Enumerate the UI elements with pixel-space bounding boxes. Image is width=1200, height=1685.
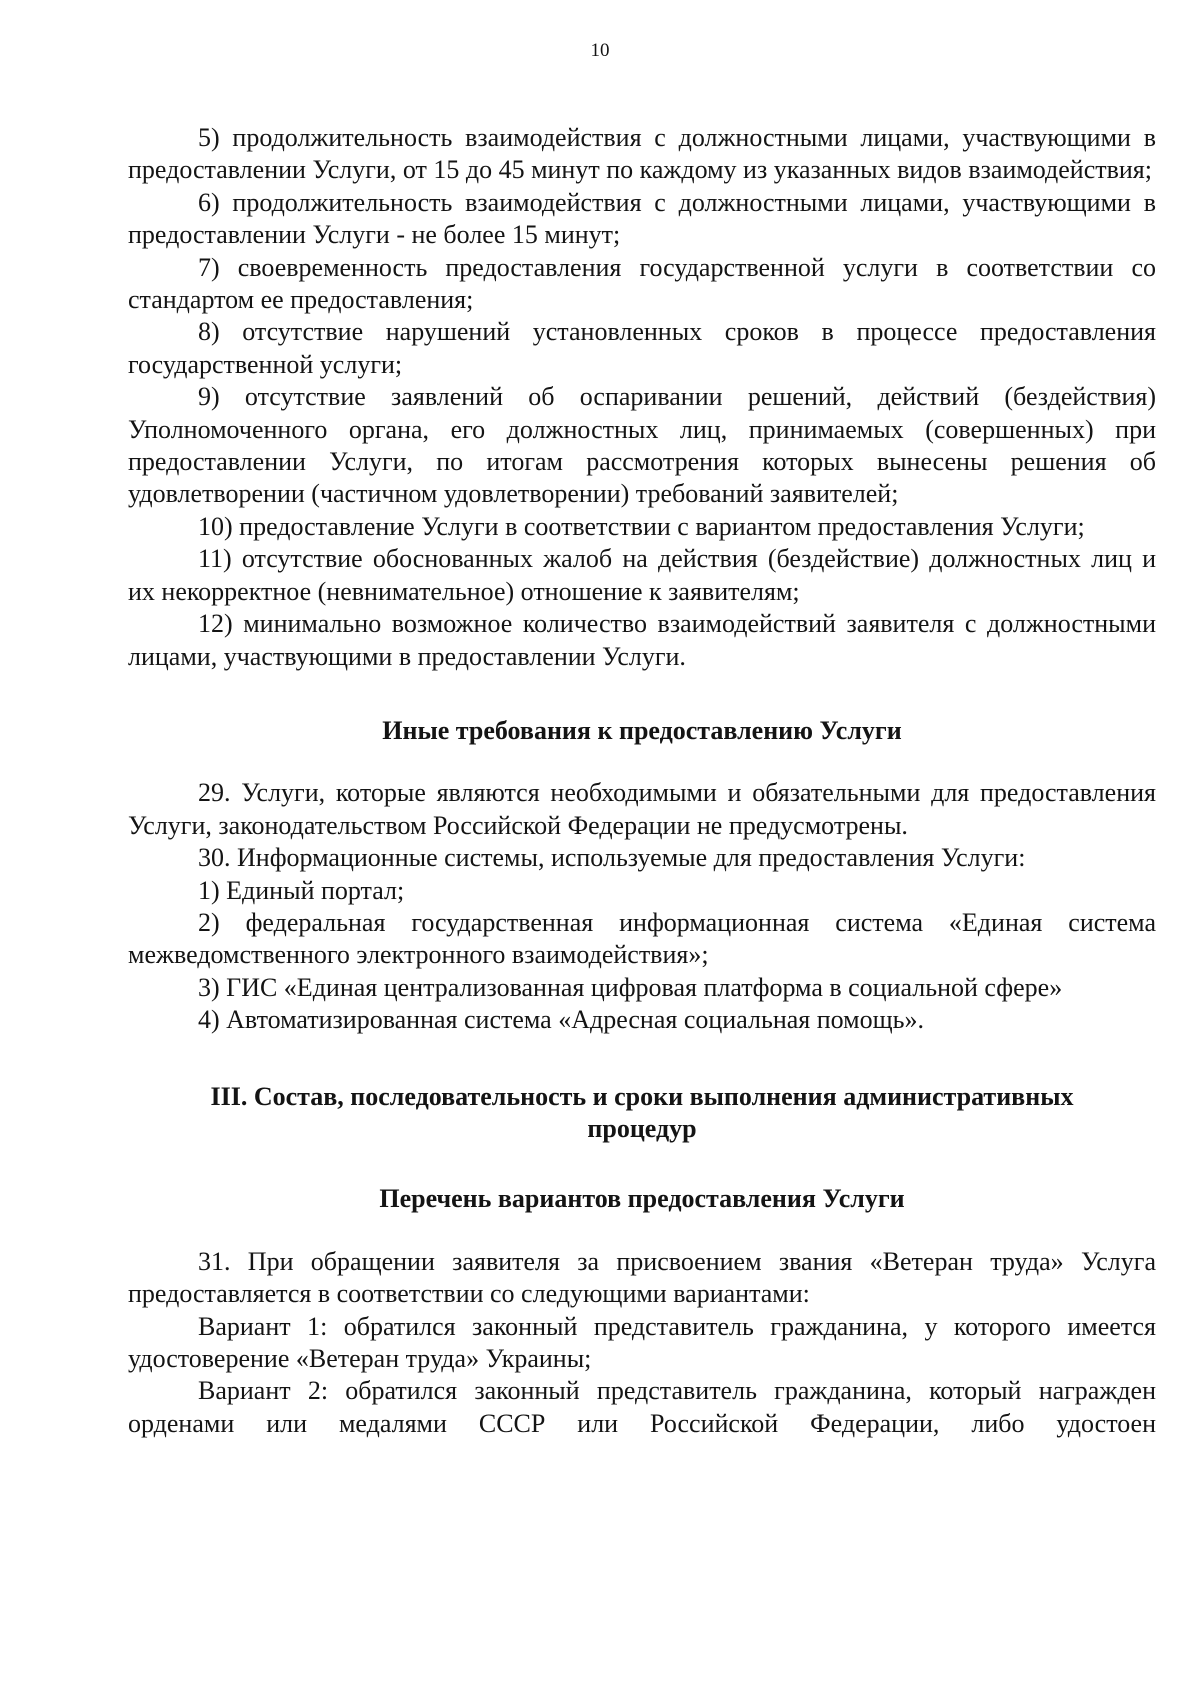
document-body <box>128 122 1156 1440</box>
list-item-6: 6) продолжительность взаимодействия с должностными лицами, участвующими в предоставлении Услуги - не более 15 минут; <box>128 187 1156 250</box>
list-item-7: 7) своевременность предоставления государственной услуги в соответствии со стандартом ее предоставления; <box>128 252 1156 315</box>
system-item-1: 1) Единый портал; <box>198 875 405 905</box>
list-item-8: 8) отсутствие нарушений установленных сроков в процессе предоставления государственной услуги; <box>128 317 1156 379</box>
variant-1: Вариант 1: обратился законный представитель гражданина, у которого имеется удостоверение «Ветеран труда» Украины; <box>128 1311 1156 1373</box>
list-item-10: 10) предоставление Услуги в соответствии с вариантом предоставления Услуги; <box>198 511 1085 541</box>
system-item-4: 4) Автоматизированная система «Адресная социальная помощь». <box>198 1005 924 1035</box>
section-heading-iii <box>128 1081 1156 1146</box>
list-item-9: 9) отсутствие заявлений об оспаривании решений, действий (бездействия) Уполномоченного органа, его должностных лиц, принимаемых (совершенных) при предоставлении Услуги, по итогам рассмотрения которых вынесены решения об удовлетворении (частичном удовлетворении) требований заявителей; <box>128 382 1156 509</box>
paragraph-31: 31. При обращении заявителя за присвоением звания «Ветеран труда» Услуга предоставляется в соответствии со следующими вариантами: <box>128 1246 1156 1309</box>
paragraph-29: 29. Услуги, которые являются необходимыми и обязательными для предоставления Услуги, законодательством Российской Федерации не предусмотрены. <box>128 778 1156 840</box>
section-heading-other-requirements: Иные требования к предоставлению Услуги <box>382 715 902 745</box>
system-item-3: 3) ГИС «Единая централизованная цифровая платформа в социальной сфере» <box>198 972 1063 1002</box>
section-heading-iii-line2: процедур <box>587 1113 697 1143</box>
section-heading-iii-line1: III. Состав, последовательность и сроки выполнения административных <box>210 1081 1074 1111</box>
list-item-11: 11) отсутствие обоснованных жалоб на действия (бездействие) должностных лиц и их некорректное (невнимательное) отношение к заявителям; <box>128 544 1156 606</box>
list-item-5: 5) продолжительность взаимодействия с должностными лицами, участвующими в предоставлении Услуги, от 15 до 45 минут по каждому из указанных видов взаимодействия; <box>128 123 1156 185</box>
paragraph-30: 30. Информационные системы, используемые для предоставления Услуги: <box>198 843 1026 873</box>
page-number: 10 <box>590 40 610 61</box>
list-item-12: 12) минимально возможное количество взаимодействий заявителя с должностными лицами, участвующими в предоставлении Услуги. <box>128 609 1156 671</box>
subheading-variants-list: Перечень вариантов предоставления Услуги <box>379 1184 905 1214</box>
variant-2: Вариант 2: обратился законный представитель гражданина, который награжден орденами или медалями СССР или Российской Федерации, либо удостоен <box>128 1376 1156 1438</box>
system-item-2: 2) федеральная государственная информационная система «Единая система межведомственного электронного взаимодействия»; <box>128 907 1156 970</box>
